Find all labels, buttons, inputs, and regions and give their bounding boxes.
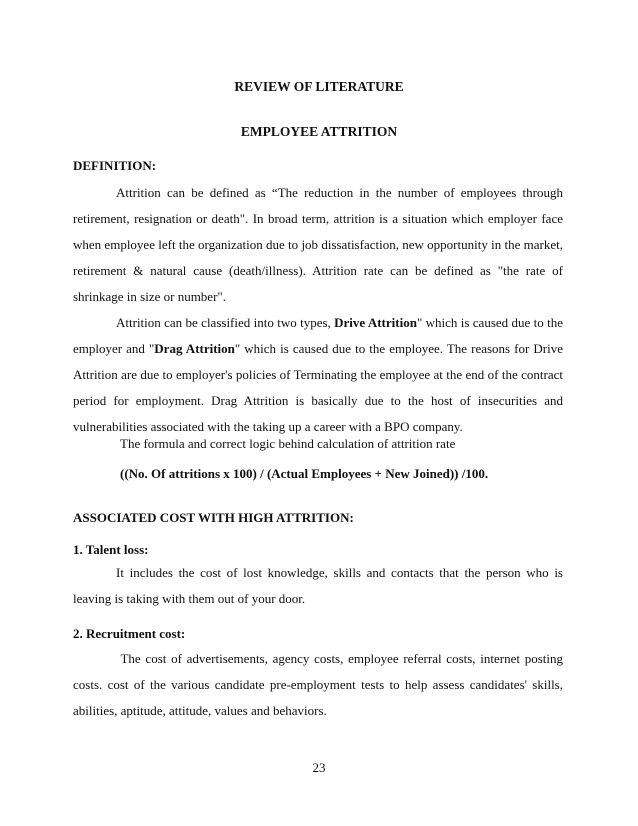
page-number: 23 (312, 760, 326, 775)
page-title: REVIEW OF LITERATURE (234, 79, 404, 94)
drag-attrition-term: Drag Attrition (154, 341, 235, 356)
recruitment-cost-text: The cost of advertisements, agency costs, employee referral costs, internet posting costs. cost of the various candidate pre-employment tests to help assess candidates' skills, abilities, aptitude, attitude, values and behaviors. (73, 651, 563, 718)
attrition-types-text-2: " which is caused due to the employer and " (73, 315, 564, 356)
section-title: EMPLOYEE ATTRITION (240, 124, 398, 139)
talent-loss-paragraph (73, 560, 563, 612)
attrition-types-paragraph (73, 310, 563, 440)
attrition-formula: ((No. Of attritions x 100) / (Actual Employees + New Joined)) /100. (120, 466, 489, 481)
drive-attrition-term: Drive Attrition (334, 315, 417, 330)
associated-cost-heading: ASSOCIATED COST WITH HIGH ATTRITION: (73, 510, 354, 525)
talent-loss-heading: 1. Talent loss: (73, 542, 149, 557)
formula-intro: The formula and correct logic behind calculation of attrition rate (120, 436, 456, 451)
attrition-types-text-1: Attrition can be classified into two types, (116, 315, 335, 330)
recruitment-cost-paragraph (73, 646, 563, 724)
definition-text: Attrition can be defined as “The reduction in the number of employees through retirement, resignation or death". In broad term, attrition is a situation which employer face when employee left the organization due to job dissatisfaction, new opportunity in the market, retirement & natural cause (death/illness). Attrition rate can be defined as "the rate of shrinkage in size or number". (73, 185, 563, 304)
definition-paragraph (73, 180, 563, 310)
recruitment-cost-heading: 2. Recruitment cost: (73, 626, 186, 641)
talent-loss-text: It includes the cost of lost knowledge, skills and contacts that the person who is leaving is taking with them out of your door. (73, 565, 563, 606)
definition-heading: DEFINITION: (73, 158, 157, 173)
attrition-types-text-3: " which is caused due to the employee. The reasons for Drive Attrition are due to employer's policies of Terminating the employee at the end of the contract period for employment. Drag Attrition is basically due to the host of insecurities and vulnerabilities associated with the taking up a career with a BPO company. (73, 341, 563, 434)
